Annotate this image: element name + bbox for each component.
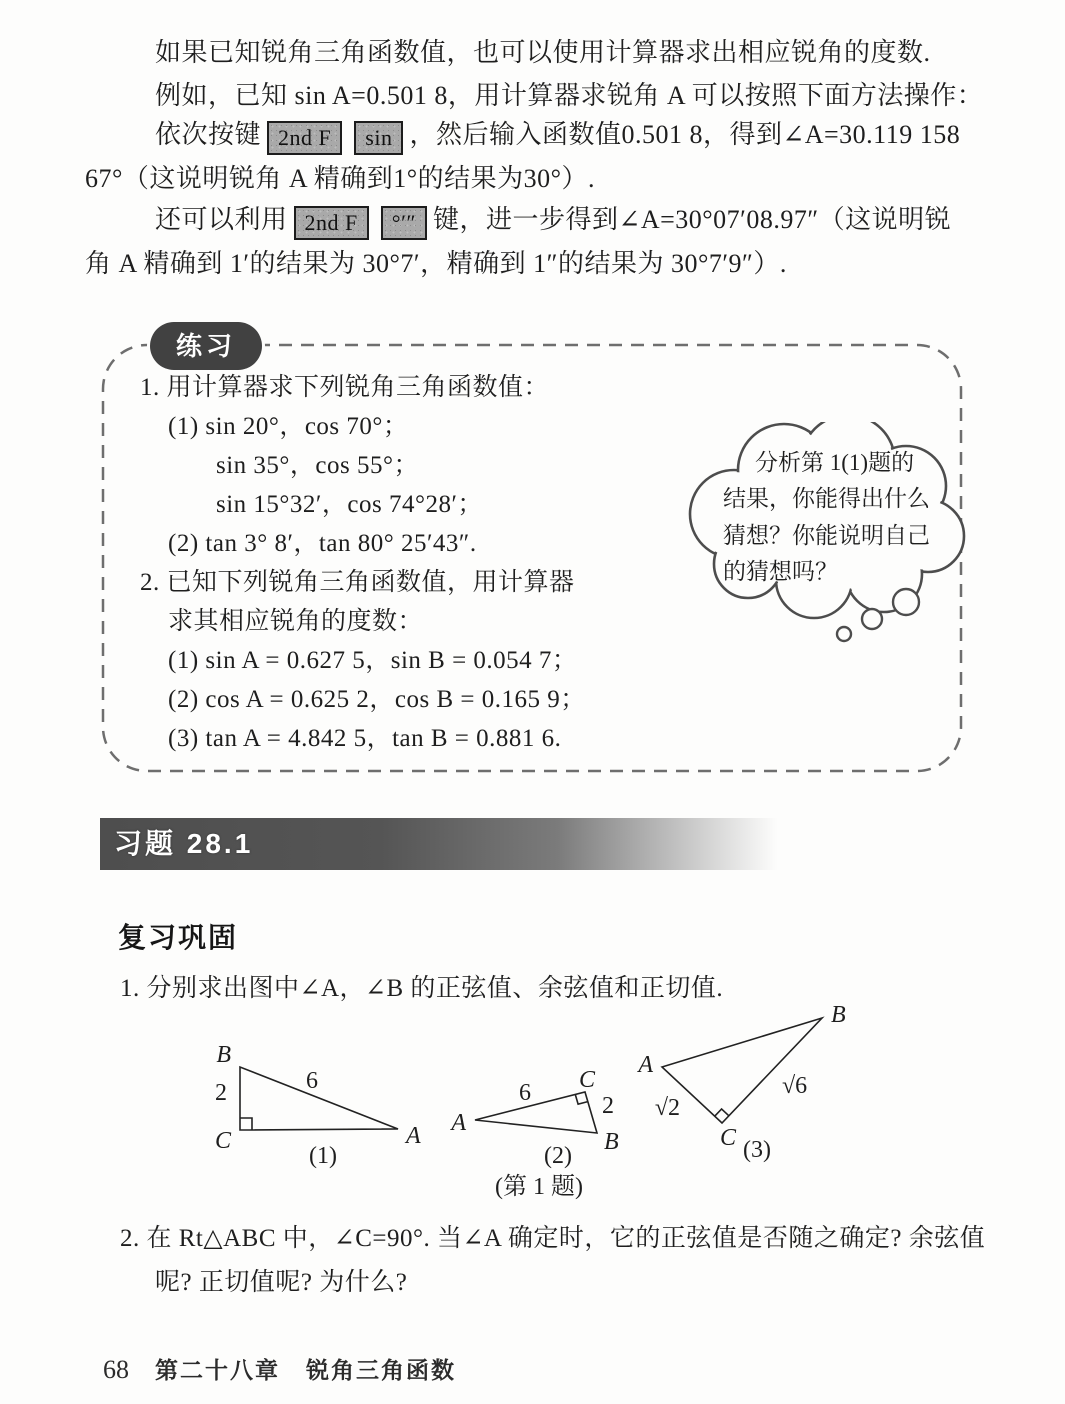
triangle-2-outline (475, 1092, 597, 1133)
fig2-vertex-C: C (578, 1067, 596, 1093)
practice-line: (2) tan 3° 8′，tan 80° 25′43″. (168, 530, 477, 557)
triangle-1 (240, 1067, 398, 1130)
chapter-title: 第二十八章 (155, 1357, 280, 1383)
triangle-2 (475, 1092, 597, 1133)
intro-line-3-post: ，然后输入函数值0.501 8，得到∠A=30.119 158 (409, 120, 961, 149)
calculator-key-sin: sin (354, 121, 403, 155)
intro-line-1: 如果已知锐角三角函数值，也可以使用计算器求出相应锐角的度数. (155, 38, 931, 67)
fig2-vertex-B: B (604, 1129, 619, 1155)
fig1-vertex-C: C (214, 1128, 231, 1154)
bubble-text-line: 分析第 1(1)题的 (755, 450, 915, 475)
intro-line-3-pre: 依次按键 (155, 120, 262, 149)
practice-line: sin 15°32′，cos 74°28′； (216, 491, 483, 518)
calculator-key-2ndf: 2nd F (267, 121, 342, 155)
intro-line-5-post: 键，进一步得到∠A=30°07′08.97″（这说明锐 (433, 205, 952, 234)
fig1-side-2: 2 (215, 1080, 227, 1106)
practice-label-pill: 练习 (150, 322, 262, 370)
review-problem-2-line-2: 呢? 正切值呢? 为什么? (155, 1269, 408, 1296)
triangle-1-outline (240, 1067, 398, 1130)
review-heading: 复习巩固 (118, 922, 239, 953)
fig1-vertex-A: A (406, 1123, 421, 1149)
exercise-band (100, 818, 980, 870)
fig2-caption: (2) (544, 1143, 572, 1169)
page-footer (103, 1352, 456, 1385)
practice-line: (2) cos A = 0.625 2，cos B = 0.165 9； (168, 686, 586, 713)
bubble-text-line: 的猜想吗？ (723, 559, 838, 584)
practice-line: (1) sin A = 0.627 5，sin B = 0.054 7； (168, 647, 578, 674)
fig3-vertex-A: A (638, 1052, 653, 1078)
practice-line: 求其相应锐角的度数： (168, 608, 424, 635)
fig1-caption: (1) (309, 1143, 337, 1169)
intro-line-5 (155, 203, 951, 240)
fig2-side-6: 6 (519, 1080, 531, 1106)
fig3-vertex-B: B (831, 1002, 846, 1028)
practice-line: (3) tan A = 4.842 5，tan B = 0.881 6. (168, 725, 562, 752)
practice-line: 2. 已知下列锐角三角函数值，用计算器 (140, 569, 575, 596)
intro-line-4: 67°（这说明锐角 A 精确到1°的结果为30°）. (85, 164, 596, 193)
practice-line: 1. 用计算器求下列锐角三角函数值： (140, 374, 550, 401)
fig2-vertex-A: A (451, 1110, 466, 1136)
intro-line-2: 例如，已知 sin A=0.501 8，用计算器求锐角 A 可以按照下面方法操作： (155, 81, 984, 110)
practice-line: sin 35°，cos 55°； (216, 452, 419, 479)
fig3-caption: (3) (743, 1137, 771, 1163)
fig3-side-sqrt6: √6 (782, 1073, 808, 1099)
page-number: 68 (103, 1355, 129, 1384)
fig3-side-sqrt2: √2 (654, 1095, 680, 1121)
fig1-vertex-B: B (216, 1042, 231, 1068)
section-title: 锐角三角函数 (306, 1357, 456, 1383)
intro-line-6: 角 A 精确到 1′的结果为 30°7′，精确到 1″的结果为 30°7′9″）. (85, 249, 787, 278)
bubble-text-line: 猜想？你能说明自己 (723, 523, 930, 548)
fig1-side-6: 6 (306, 1068, 318, 1094)
triangle-3 (662, 1018, 822, 1123)
right-angle-marker (240, 1118, 252, 1130)
right-angle-marker (715, 1109, 729, 1116)
review-problem-1: 1. 分别求出图中∠A，∠B 的正弦值、余弦值和正切值. (120, 975, 724, 1002)
intro-line-3 (155, 118, 960, 155)
figure-group-caption: (第 1 题) (495, 1174, 583, 1200)
bubble-text-line: 结果，你能得出什么 (723, 486, 930, 511)
calculator-key-dms: °′″ (381, 206, 427, 240)
fig2-side-2: 2 (602, 1093, 614, 1119)
thought-bubble (676, 422, 968, 654)
exercise-band-title: 习题 28.1 (114, 828, 254, 859)
triangle-figures (140, 1000, 920, 1205)
practice-line: (1) sin 20°，cos 70°； (168, 413, 409, 440)
calculator-key-2ndf-2: 2nd F (294, 206, 369, 240)
fig3-vertex-C: C (719, 1125, 737, 1151)
triangle-3-outline (662, 1018, 822, 1123)
intro-line-5-pre: 还可以利用 (155, 205, 288, 234)
practice-content (140, 368, 710, 758)
review-problem-2-line-1: 2. 在 Rt△ABC 中，∠C=90°. 当∠A 确定时，它的正弦值是否随之确定? 余弦值 (120, 1225, 986, 1252)
